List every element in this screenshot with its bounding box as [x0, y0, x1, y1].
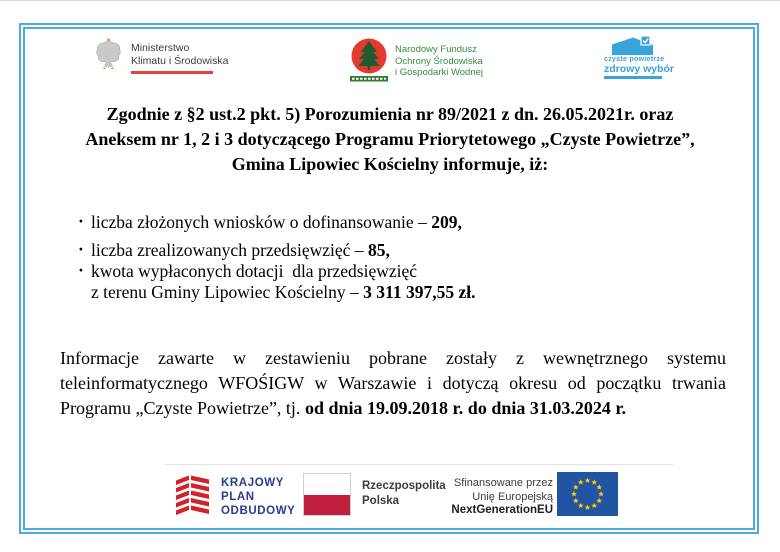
kpo-building-icon [174, 474, 212, 517]
ministry-logo [95, 38, 228, 74]
item-value: 85, [367, 240, 390, 260]
poland-flag-red-half [304, 495, 350, 516]
cp-underline-bar [604, 76, 662, 79]
item-text: z terenu Gminy Lipowiec Kościelny – [91, 282, 364, 302]
item-text: kwota wypłaconych dotacji dla przedsięwzięć [91, 261, 418, 281]
nfosigw-logo [349, 37, 483, 82]
eu-line3: NextGenerationEU [451, 504, 553, 516]
nfos-line3: i Gospodarki Wodnej [395, 67, 484, 78]
heading-line1: Zgodnie z §2 ust.2 pkt. 5) Porozumienia nr 89/2021 z dn. 26.05.2021r. oraz [106, 104, 674, 124]
paragraph-text: Informacje zawarte w zestawieniu pobrane zostały z wewnętrznego systemu teleinformatycznego WFOŚIGW w Warszawie i dotyczą okresu od początku trwania Programu „Czyste Powietrze”, tj. [60, 348, 726, 418]
list-item-applications [78, 212, 720, 233]
ministry-red-underline [131, 71, 213, 74]
rp-line1: Rzeczpospolita [362, 480, 446, 492]
kpo-line1: KRAJOWY [221, 477, 284, 489]
info-paragraph [60, 346, 726, 421]
heading-line2: Aneksem nr 1, 2 i 3 dotyczącego Programu Priorytetowego „Czyste Powietrze”, [85, 129, 695, 149]
nfos-line2: Ochrony Środowiska [395, 55, 483, 67]
eu-line1: Sfinansowane przez [453, 477, 553, 489]
statistics-list [78, 212, 720, 303]
kpo-line3: ODBUDOWY [221, 505, 296, 517]
bullet-marker: · [78, 239, 84, 259]
house-checkmark-icon [610, 36, 656, 55]
item-value: 209, [431, 212, 462, 232]
eu-stars [557, 472, 618, 516]
kpo-logo [174, 474, 295, 518]
kpo-line2: PLAN [221, 491, 255, 503]
announcement-heading [50, 102, 730, 177]
item-text: liczba zrealizowanych przedsięwzięć – [91, 240, 368, 260]
eu-line2: Unię Europejską [472, 490, 553, 503]
nfosigw-logo-text [395, 37, 483, 79]
paragraph-dates: od dnia 19.09.2018 r. do dnia 31.03.2024 r. [304, 398, 627, 418]
czyste-powietrze-logo [604, 36, 675, 79]
item-text: liczba złożonych wniosków o dofinansowanie – [91, 212, 432, 232]
ministry-line1: Ministerstwo [131, 42, 190, 54]
bullet-marker: · [78, 260, 84, 280]
rp-line2: Polska [362, 495, 400, 507]
eu-flag-icon [557, 472, 618, 516]
list-item-completed [78, 240, 720, 261]
cp-line2: zdrowy wybór [604, 63, 675, 75]
poland-flag-icon [303, 473, 351, 516]
cp-line1: czyste powietrze [604, 56, 665, 63]
list-item-grants-continuation [78, 282, 720, 303]
nfos-line1: Narodowy Fundusz [395, 44, 477, 55]
funding-logos-strip [165, 464, 673, 522]
kpo-logo-text [221, 474, 295, 518]
ministry-logo-text [131, 38, 228, 74]
polish-eagle-icon [95, 38, 122, 69]
item-value: 3 311 397,55 zł. [363, 282, 476, 302]
eu-funding-caption [451, 477, 553, 518]
bullet-marker: · [78, 211, 84, 231]
nfosigw-tree-icon [349, 37, 389, 82]
heading-line3: Gmina Lipowiec Kościelny informuje, iż: [231, 154, 549, 174]
list-item-grants [78, 261, 720, 282]
republic-of-poland-label [362, 479, 446, 509]
ministry-line2: Klimatu i Środowiska [131, 55, 229, 67]
